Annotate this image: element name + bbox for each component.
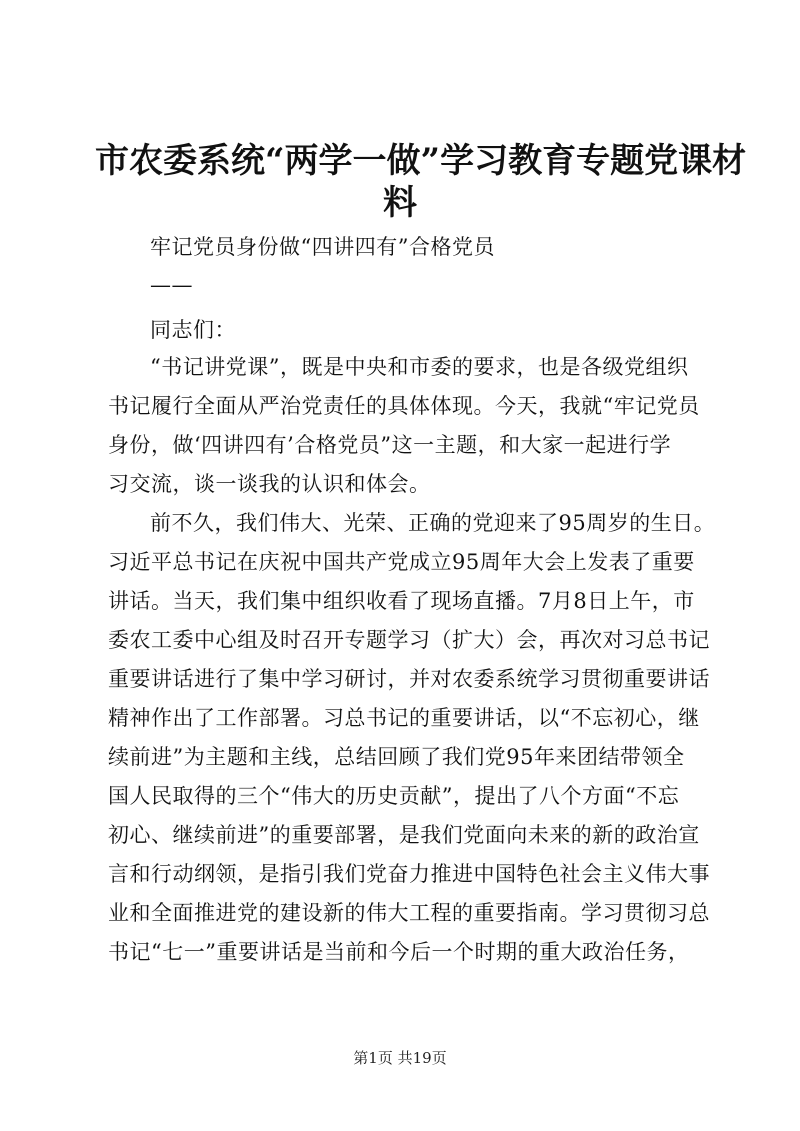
- paragraph-2-line: 习近平总书记在庆祝中国共产党成立95周年大会上发表了重要: [108, 550, 695, 574]
- paragraph-2-line: 续前进”为主题和主线，总结回顾了我们党95年来团结带领全: [108, 745, 685, 769]
- subtitle: 牢记党员身份做“四讲四有”合格党员: [150, 235, 495, 259]
- greeting: 同志们：: [150, 318, 236, 342]
- paragraph-1-line: 习交流，谈一谈我的认识和体会。: [108, 472, 431, 496]
- document-title-line-2: 料: [383, 183, 417, 223]
- paragraph-2-line: 业和全面推进党的建设新的伟大工程的重要指南。学习贯彻习总: [108, 901, 710, 925]
- document-title-line-1: 市农委系统“两学一做”学习教育专题党课材: [95, 141, 747, 181]
- paragraph-2-line: 前不久，我们伟大、光荣、正确的党迎来了95周岁的生日。: [150, 511, 716, 535]
- paragraph-2-line: 委农工委中心组及时召开专题学习（扩大）会，再次对习总书记: [108, 628, 710, 652]
- paragraph-2-line: 言和行动纲领，是指引我们党奋力推进中国特色社会主义伟大事: [108, 862, 710, 886]
- paragraph-2-line: 国人民取得的三个“伟大的历史贡献”，提出了八个方面“不忘: [108, 784, 680, 808]
- paragraph-2-line: 初心、继续前进”的重要部署，是我们党面向未来的新的政治宣: [108, 823, 700, 847]
- paragraph-2-line: 讲话。当天，我们集中组织收看了现场直播。7月8日上午，市: [108, 589, 695, 613]
- paragraph-1-line: 书记履行全面从严治党责任的具体体现。今天，我就“牢记党员: [108, 394, 700, 418]
- paragraph-2-line: 重要讲话进行了集中学习研讨，并对农委系统学习贯彻重要讲话: [108, 667, 710, 691]
- subtitle-dash: ——: [150, 273, 193, 297]
- paragraph-1-line: 身份，做‘四讲四有’合格党员”这一主题，和大家一起进行学: [108, 433, 672, 457]
- paragraph-2-line: 书记“七一”重要讲话是当前和今后一个时期的重大政治任务，: [108, 940, 690, 964]
- page-footer: 第1页 共19页: [353, 1049, 447, 1067]
- paragraph-1-line: “书记讲党课”，既是中央和市委的要求，也是各级党组织: [150, 355, 689, 379]
- paragraph-2-line: 精神作出了工作部署。习总书记的重要讲话，以“不忘初心，继: [108, 706, 700, 730]
